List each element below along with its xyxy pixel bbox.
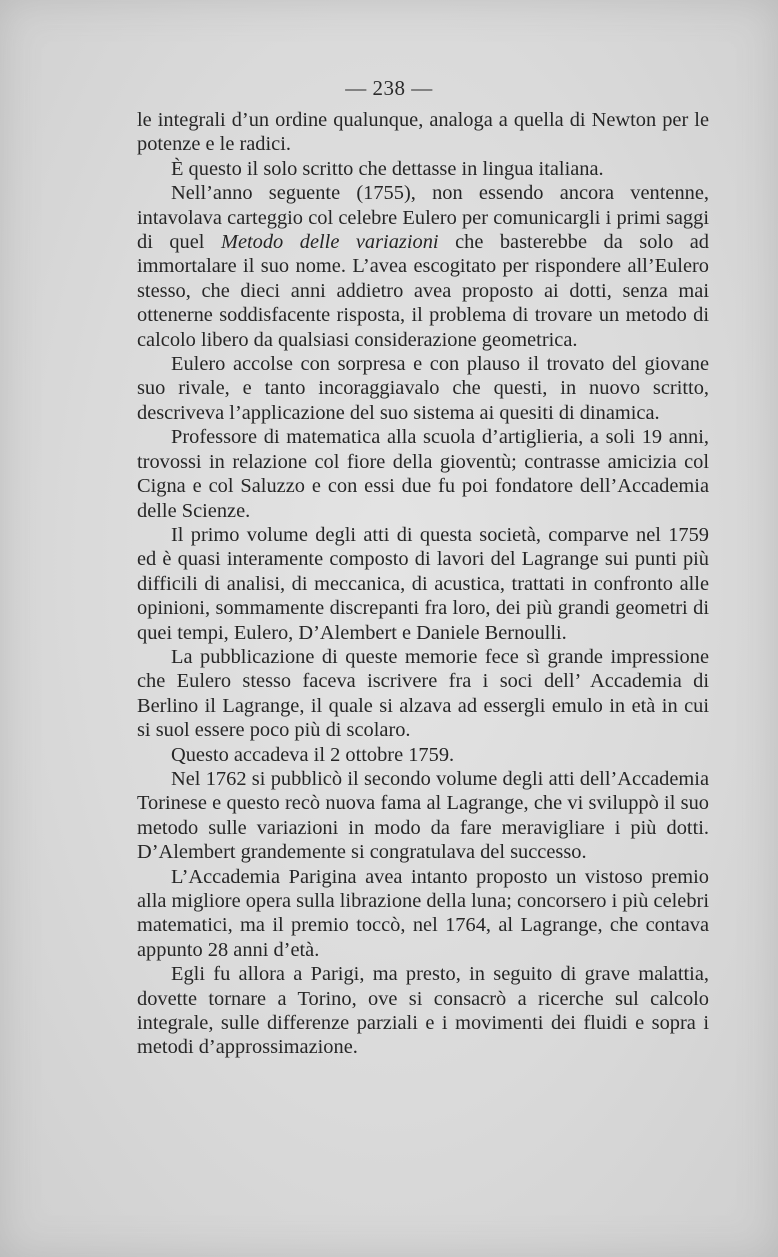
paragraph-text: È questo il solo scritto che dettasse in lingua italiana. <box>171 157 604 180</box>
book-title-italic: Metodo delle variazioni <box>220 231 439 254</box>
paragraph-text: Nel 1762 si pubblicò il secondo volume degli atti dell’Accademia Torinese e questo recò nuova fama al Lagrange, che vi sviluppò il suo metodo sulle variazioni in modo da fare meravigliare i più dotti. D’Alembert grandemente si congratulava del successo. <box>137 767 709 864</box>
paragraph-text: L’Accademia Parigina avea intanto proposto un vistoso premio alla migliore opera sulla librazione della luna; concorsero i più celebri matematici, ma il premio toccò, nel 1764, al Lagrange, che contava appunto 28 anni d’età. <box>137 865 709 961</box>
paragraph <box>137 181 709 352</box>
paragraph-text: Nell’anno seguente (1755), non essendo ancora ventenne, intavolava carteggio col celebre Eulero per comunicargli i primi saggi di quel <box>137 182 709 254</box>
paragraph <box>137 767 709 865</box>
paragraph-text: le integrali d’un ordine qualunque, analoga a quella di Newton per le potenze e le radici. <box>137 109 709 156</box>
page-number: — 238 — <box>345 76 433 100</box>
paragraph <box>137 645 709 743</box>
paragraph <box>137 425 709 523</box>
paragraph <box>137 157 709 181</box>
paragraph-text: Egli fu allora a Parigi, ma presto, in seguito di grave malattia, dovette tornare a Torino, ove si consacrò a ricerche sul calcolo integrale, sulle differenze parziali e i movimenti dei fluidi e sopra i metodi d’approssimazione. <box>137 963 709 1059</box>
paragraph-text: Eulero accolse con sorpresa e con plauso il trovato del giovane suo rivale, e tanto incoraggiavalo che questi, in nuovo scritto, descriveva l’applicazione del suo sistema ai quesiti di dinamica. <box>137 353 709 424</box>
paragraph-text: La pubblicazione di queste memorie fece sì grande impressione che Eulero stesso faceva iscrivere fra i soci dell’ Accademia di Berlino il Lagrange, il quale si alzava ad essergli emulo in età in cui si suol essere poco più di scolaro. <box>137 645 709 742</box>
paragraph <box>137 962 709 1060</box>
paragraph <box>137 865 709 963</box>
paragraph <box>137 523 709 645</box>
paragraph <box>137 352 709 425</box>
body-text <box>137 108 709 1060</box>
paragraph <box>137 108 709 157</box>
paragraph-text: Questo accadeva il 2 ottobre 1759. <box>171 743 455 766</box>
paragraph <box>137 743 709 767</box>
paragraph-text: Il primo volume degli atti di questa società, comparve nel 1759 ed è quasi interamente composto di lavori del Lagrange sui punti più difficili di analisi, di meccanica, di acustica, trattati in confronto alle opinioni, sommamente discrepanti fra loro, dei più grandi geometri di quei tempi, Eulero, D’Alembert e Daniele Bernoulli. <box>137 523 709 644</box>
paragraph-text: che basterebbe da solo ad immortalare il suo nome. L’avea escogitato per rispondere all’Eulero stesso, che dieci anni addietro avea proposto ai dotti, senza mai ottenerne soddisfacente risposta, il problema di trovare un metodo di calcolo libero da qualsiasi considerazione geometrica. <box>137 231 710 351</box>
paragraph-text: Professore di matematica alla scuola d’artiglieria, a soli 19 anni, trovossi in relazione col fiore della gioventù; contrasse amicizia col Cigna e col Saluzzo e con essi due fu poi fondatore dell’Accademia delle Scienze. <box>137 426 709 522</box>
